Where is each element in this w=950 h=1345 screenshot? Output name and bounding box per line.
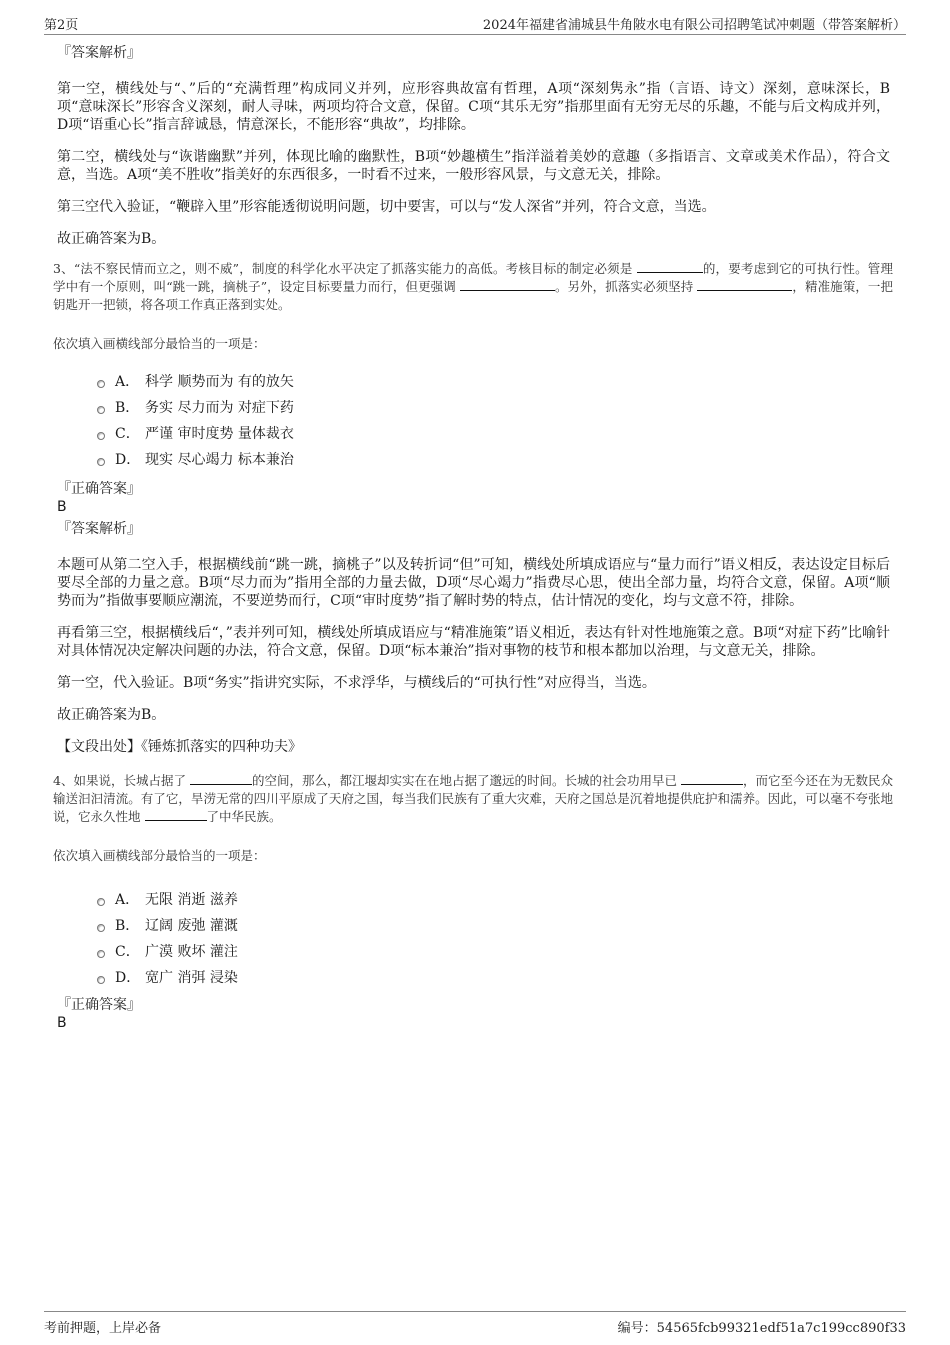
analysis-paragraph: 本题可从第二空入手，根据横线前“跳一跳，摘桃子”以及转折词“但”可知，横线处所填成语应与“量力而行”语义相反，表达设定目标后要尽全部的力量之意。B项“尽力而为”指用全部的力量去做，D项“尽心竭力”指费尽心思，使出全部力量，均符合文意，保留。A项“顺势而为”指做事要顺应潮流，不要逆势而行，C项“审时度势”指了解时势的特点，估计情况的变化，均与文意不符，排除。: [57, 557, 890, 609]
question-3-options: [57, 368, 890, 472]
document-body: [53, 44, 893, 1032]
analysis-paragraph: 第二空，横线处与“诙谐幽默”并列，体现比喻的幽默性，B项“妙趣横生”指洋溢着美妙的意趣（多指语言、文章或美术作品），符合文意，当选。A项“美不胜收”指美好的东西很多，一时看不过来，一般形容风景，与文意无关，排除。: [57, 149, 890, 183]
radio-button[interactable]: [97, 406, 105, 414]
document-title: 2024年福建省浦城县牛角陂水电有限公司招聘笔试冲刺题（带答案解析）: [482, 18, 906, 33]
analysis-paragraph: 第一空，代入验证。B项“务实”指讲究实际，不求浮华，与横线后的“可执行性”对应得当，当选。: [57, 675, 656, 691]
option-c[interactable]: C． 广漠 败坏 灌注: [97, 938, 890, 964]
analysis-conclusion: 故正确答案为B。: [57, 231, 166, 247]
option-d[interactable]: D． 宽广 消弭 浸染: [97, 964, 890, 990]
footer-slogan: 考前押题，上岸必备: [44, 1321, 162, 1336]
radio-button[interactable]: [97, 950, 105, 958]
question-4-hint: 依次填入画横线部分最恰当的一项是：: [53, 848, 266, 863]
page-footer: [44, 1311, 906, 1334]
page-header: [44, 14, 906, 35]
answer-blank: [145, 808, 207, 821]
option-d[interactable]: D． 现实 尽心竭力 标本兼治: [97, 446, 890, 472]
analysis-label: 『答案解析』: [57, 521, 141, 537]
option-a[interactable]: A． 无限 消逝 滋养: [97, 886, 890, 912]
correct-answer-label: 『正确答案』: [57, 997, 141, 1013]
option-a[interactable]: A． 科学 顺势而为 有的放矢: [97, 368, 890, 394]
answer-blank: [190, 772, 252, 785]
option-c[interactable]: C． 严谨 审时度势 量体裁衣: [97, 420, 890, 446]
answer-blank: [637, 260, 703, 273]
document-id: 编号：54565fcb99321edf51a7c199cc890f33: [617, 1321, 906, 1336]
radio-button[interactable]: [97, 432, 105, 440]
correct-answer: B: [57, 499, 67, 515]
radio-button[interactable]: [97, 976, 105, 984]
text-source: 【文段出处】《锤炼抓落实的四种功夫》: [57, 739, 302, 755]
correct-answer: B: [57, 1015, 67, 1031]
option-b[interactable]: B． 辽阔 废弛 灌溉: [97, 912, 890, 938]
radio-button[interactable]: [97, 380, 105, 388]
page-number: 第2页: [44, 18, 79, 33]
analysis-label: 『答案解析』: [57, 45, 141, 61]
analysis-paragraph: 第一空，横线处与“、”后的“充满哲理”构成同义并列，应形容典故富有哲理，A项“深刻隽永”指（言语、诗文）深刻，意味深长，B项“意味深长”形容含义深刻，耐人寻味，两项均符合文意，保留。C项“其乐无穷”指那里面有无穷无尽的乐趣，不能与后文构成并列，D项“语重心长”指言辞诚恳，情意深长，不能形容“典故”，均排除。: [57, 81, 890, 133]
question-4-options: [57, 886, 890, 990]
radio-button[interactable]: [97, 458, 105, 466]
analysis-conclusion: 故正确答案为B。: [57, 707, 166, 723]
analysis-paragraph: 第三空代入验证，“鞭辟入里”形容能透彻说明问题，切中要害，可以与“发人深省”并列，符合文意，当选。: [57, 199, 716, 215]
answer-blank: [697, 278, 792, 291]
analysis-paragraph: 再看第三空，根据横线后“，”表并列可知，横线处所填成语应与“精准施策”语义相近，表达有针对性地施策之意。B项“对症下药”比喻针对具体情况决定解决问题的办法，符合文意，保留。D项“标本兼治”指对事物的枝节和根本都加以治理，与文意无关，排除。: [57, 625, 890, 659]
correct-answer-label: 『正确答案』: [57, 481, 141, 497]
question-4-stem: 4、如果说，长城占据了 的空间，那么，都江堰却实实在在地占据了邈远的时间。长城的社会功用早已 ，而它至今还在为无数民众输送汩汩清流。有了它，旱涝无常的四川平原成了天府之国，每当我们民族有了重大灾难，天府之国总是沉着地提供庇护和濡养。因此，可以毫不夸张地说，它永久性地 了中华民族。: [53, 773, 893, 824]
question-3-stem: 3、“法不察民情而立之，则不威”，制度的科学化水平决定了抓落实能力的高低。考核目标的制定必须是 的，要考虑到它的可执行性。管理学中有一个原则，叫“跳一跳，摘桃子”，设定目标要量力而行，但更强调 。另外，抓落实必须坚持 ，精准施策，一把钥匙开一把锁，将各项工作真正落到实处。: [53, 261, 893, 312]
answer-blank: [460, 278, 555, 291]
option-b[interactable]: B． 务实 尽力而为 对症下药: [97, 394, 890, 420]
radio-button[interactable]: [97, 898, 105, 906]
question-3-hint: 依次填入画横线部分最恰当的一项是：: [53, 336, 266, 351]
radio-button[interactable]: [97, 924, 105, 932]
answer-blank: [681, 772, 743, 785]
